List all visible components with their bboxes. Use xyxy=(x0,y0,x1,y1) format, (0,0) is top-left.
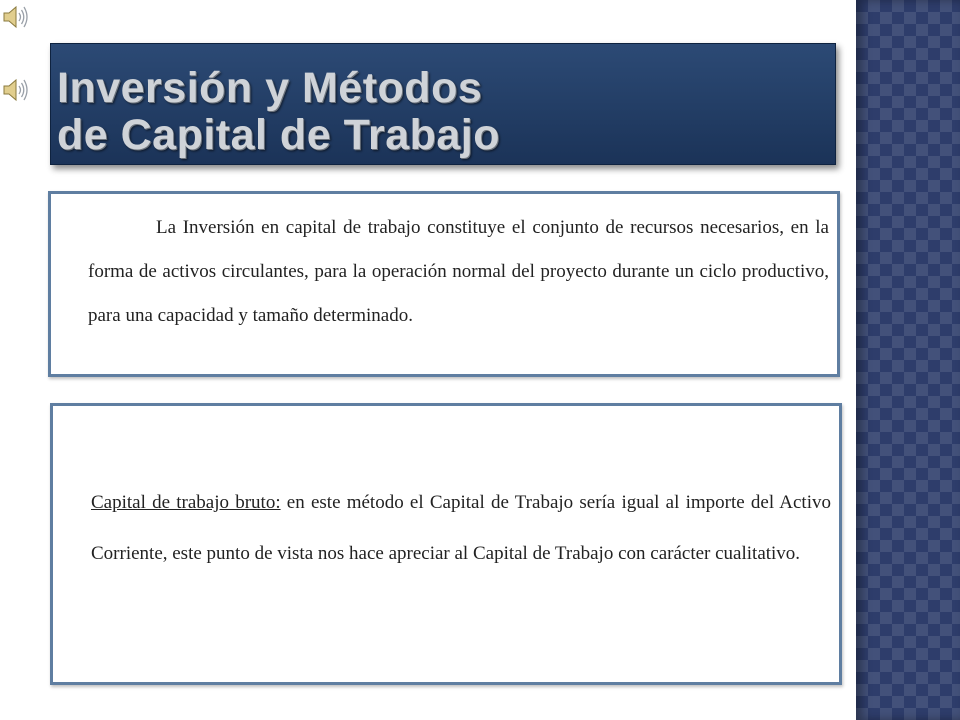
definition-paragraph xyxy=(88,206,829,338)
method-term: Capital de trabajo bruto: xyxy=(91,492,281,513)
method-text: en este método el Capital de Trabajo sería igual al importe del Activo Corriente, este punto de vista nos hace apreciar al Capital de Trabajo con carácter cualitativo. xyxy=(91,492,831,564)
title-banner xyxy=(50,43,836,165)
method-text-box xyxy=(50,403,842,685)
method-paragraph xyxy=(91,477,831,579)
side-decoration-band xyxy=(856,0,960,720)
speaker-icon[interactable] xyxy=(2,4,30,30)
definition-text: La Inversión en capital de trabajo constituye el conjunto de recursos necesarios, en la forma de activos circulantes, para la operación normal del proyecto durante un ciclo productivo, para una capacidad y tamaño determinado. xyxy=(88,217,829,326)
speaker-icon[interactable] xyxy=(2,77,30,103)
definition-text-box xyxy=(48,191,840,377)
slide-title-line-1: Inversión y Métodos xyxy=(57,64,483,112)
slide-title-line-2: de Capital de Trabajo xyxy=(57,111,500,159)
